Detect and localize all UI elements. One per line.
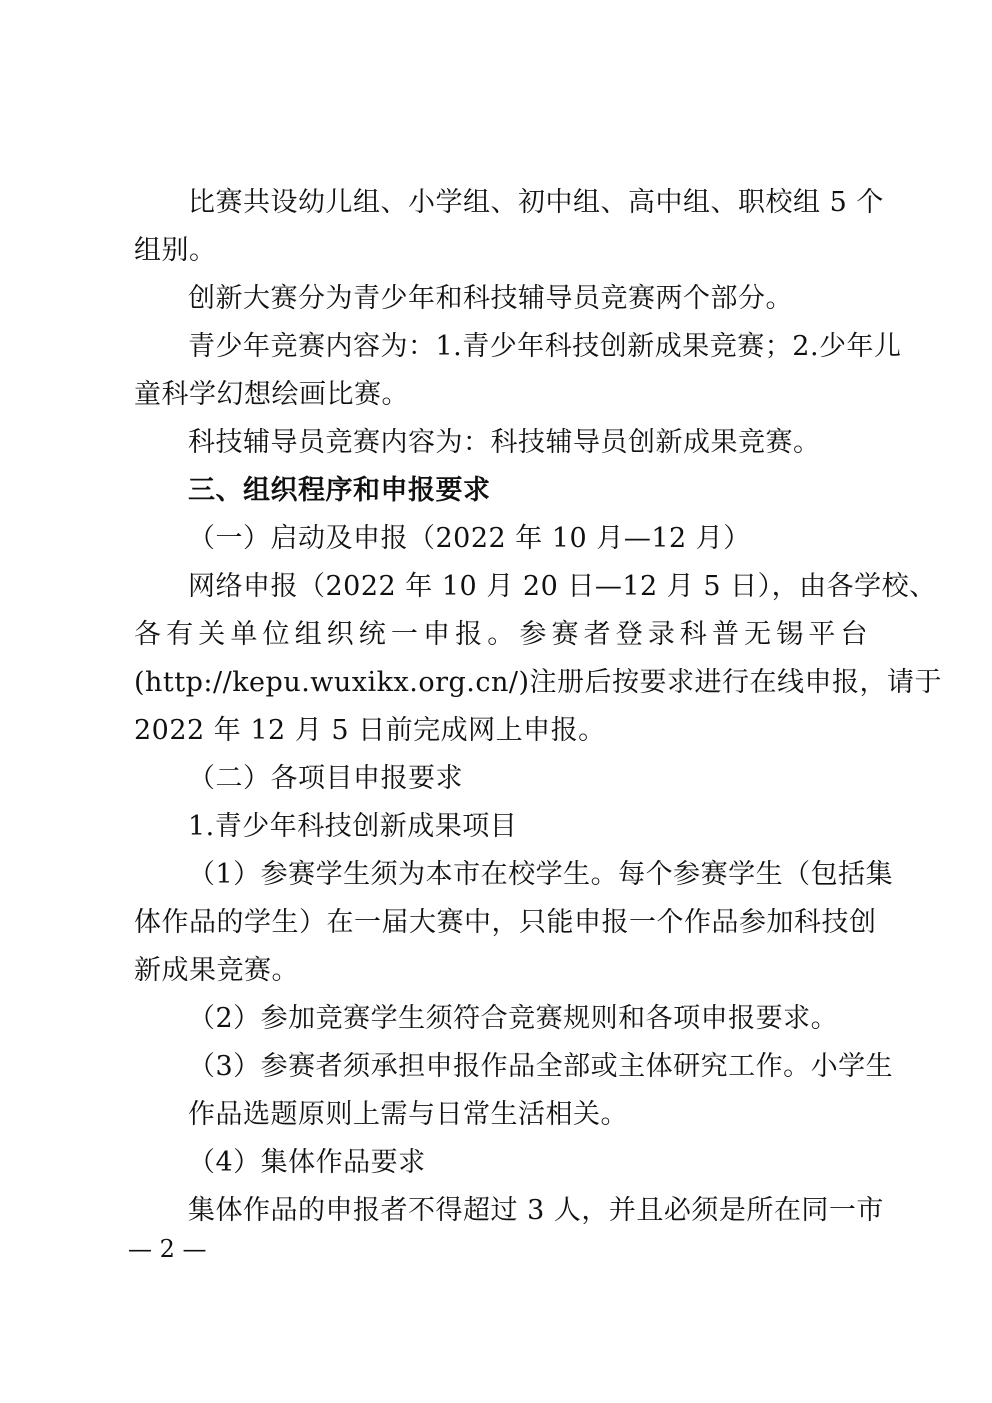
paragraph-requirement-2: （2）参加竞赛学生须符合竞赛规则和各项申报要求。 [188, 1003, 839, 1034]
paragraph-online-application-line-2: 各有关单位组织统一申报。参赛者登录科普无锡平台 [134, 619, 868, 650]
paragraph-requirement-3-line-2: 作品选题原则上需与日常生活相关。 [188, 1099, 628, 1130]
section-heading-3: 三、组织程序和申报要求 [188, 475, 491, 506]
paragraph-online-application-line-1: 网络申报（2022 年 10 月 20 日—12 月 5 日），由各学校、 [188, 571, 937, 602]
paragraph-group-work-rule: 集体作品的申报者不得超过 3 人，并且必须是所在同一市 [188, 1195, 884, 1226]
paragraph-groups-line-2: 组别。 [134, 235, 217, 266]
subheading-project-requirements: （二）各项目申报要求 [188, 763, 463, 794]
paragraph-online-application-line-4: 2022 年 12 月 5 日前完成网上申报。 [134, 715, 606, 746]
paragraph-requirement-3-line-1: （3）参赛者须承担申报作品全部或主体研究工作。小学生 [188, 1051, 894, 1082]
paragraph-groups-line-1: 比赛共设幼儿组、小学组、初中组、高中组、职校组 5 个 [188, 187, 884, 218]
paragraph-requirement-1-line-2: 体作品的学生）在一届大赛中，只能申报一个作品参加科技创 [134, 907, 877, 938]
paragraph-competition-parts: 创新大赛分为青少年和科技辅导员竞赛两个部分。 [188, 283, 793, 314]
paragraph-youth-content-line-1: 青少年竞赛内容为：1.青少年科技创新成果竞赛；2.少年儿 [188, 331, 902, 362]
paragraph-online-application-line-3: (http://kepu.wuxikx.org.cn/)注册后按要求进行在线申报，请于 [134, 667, 942, 698]
paragraph-requirement-4-heading: （4）集体作品要求 [188, 1147, 426, 1178]
subheading-youth-innovation-project: 1.青少年科技创新成果项目 [188, 811, 518, 842]
page-number: — 2 — [128, 1235, 207, 1263]
paragraph-youth-content-line-2: 童科学幻想绘画比赛。 [134, 379, 409, 410]
paragraph-requirement-1-line-1: （1）参赛学生须为本市在校学生。每个参赛学生（包括集 [188, 859, 894, 890]
paragraph-requirement-1-line-3: 新成果竞赛。 [134, 955, 299, 986]
subheading-launch-and-application: （一）启动及申报（2022 年 10 月—12 月） [188, 523, 751, 554]
paragraph-tutor-content: 科技辅导员竞赛内容为：科技辅导员创新成果竞赛。 [188, 427, 821, 458]
